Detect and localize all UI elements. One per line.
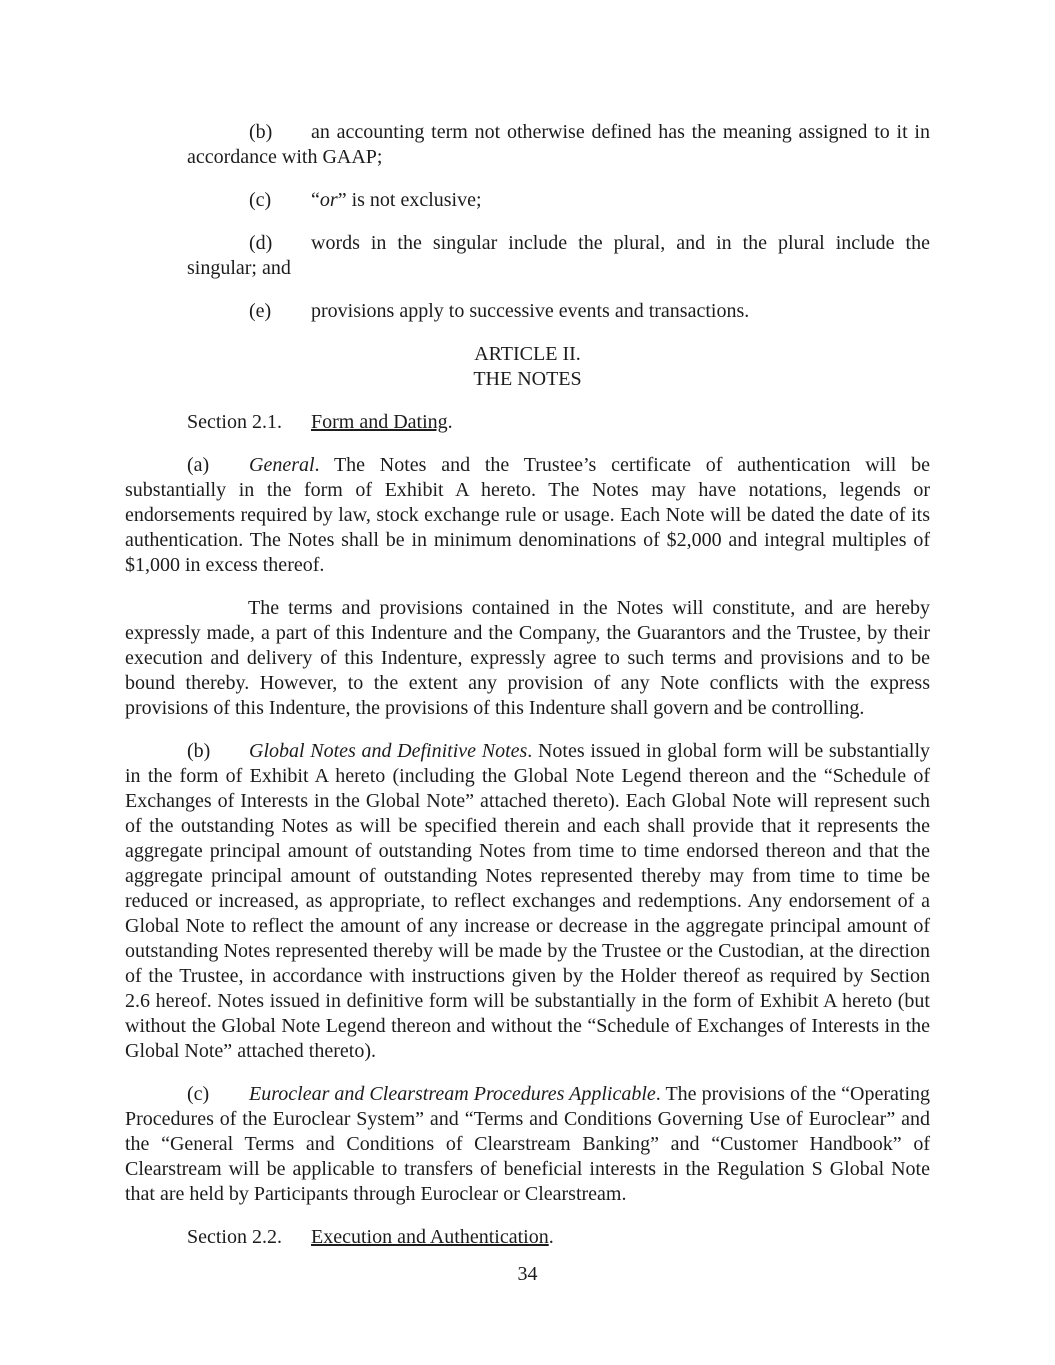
paragraph-b-lead: Global Notes and Definitive Notes — [249, 740, 528, 762]
clause-c-italic-term: or — [319, 189, 338, 211]
clause-c-open-quote: “ — [311, 189, 320, 211]
article-title: THE NOTES — [473, 368, 582, 390]
paragraph-c-lead: Euroclear and Clearstream Procedures Applicable — [249, 1083, 656, 1105]
clause-e-label: (e) — [249, 300, 272, 322]
clause-e — [187, 299, 930, 324]
article-heading — [125, 342, 930, 392]
paragraph-a-lead: General — [249, 454, 315, 476]
clause-b — [187, 120, 930, 170]
paragraph-c-euroclear — [125, 1082, 930, 1207]
clause-c-text: ” is not exclusive; — [337, 189, 482, 211]
clause-d-label: (d) — [249, 232, 273, 254]
section-2-1-label: Section 2.1. — [187, 411, 282, 433]
paragraph-b-text: . Notes issued in global form will be substantially in the form of Exhibit A hereto (including the Global Note Legend thereon and the “Schedule of Exchanges of Interests in the Global Note” attached thereto). Each Global Note will represent such of the outstanding Notes as will be specified therein and each shall provide that it represents the aggregate principal amount of outstanding Notes from time to time endorsed thereon and that the aggregate principal amount of outstanding Notes represented thereby may from time to time be reduced or increased, as appropriate, to reflect exchanges and redemptions. Any endorsement of a Global Note to reflect the amount of any increase or decrease in the aggregate principal amount of outstanding Notes represented thereby will be made by the Trustee or the Custodian, at the direction of the Trustee, in accordance with instructions given by the Holder thereof as required by Section 2.6 hereof. Notes issued in definitive form will be substantially in the form of Exhibit A hereto (but without the Global Note Legend thereon and without the “Schedule of Exchanges of Interests in the Global Note” attached thereto). — [125, 740, 930, 1062]
clause-c-label: (c) — [249, 189, 272, 211]
page-number: 34 — [517, 1263, 538, 1285]
paragraph-a-general — [125, 453, 930, 578]
clause-e-text: provisions apply to successive events and transactions. — [311, 300, 750, 322]
paragraph-a-label: (a) — [187, 454, 210, 476]
paragraph-b-label: (b) — [187, 740, 211, 762]
clause-d — [187, 231, 930, 281]
section-2-2-period: . — [548, 1226, 554, 1248]
article-number: ARTICLE II. — [474, 343, 581, 365]
section-2-1-heading — [125, 410, 930, 435]
clause-b-text: an accounting term not otherwise defined has the meaning assigned to it in accordance with GAAP; — [187, 121, 930, 168]
paragraph-b-global-notes — [125, 739, 930, 1064]
paragraph-a-text: . The Notes and the Trustee’s certificate of authentication will be substantially in the form of Exhibit A hereto. The Notes may have notations, legends or endorsements required by law, stock exchange rule or usage. Each Note will be dated the date of its authentication. The Notes shall be in minimum denominations of $2,000 and integral multiples of $1,000 in excess thereof. — [125, 454, 930, 576]
paragraph-c-text: . The provisions of the “Operating Procedures of the Euroclear System” and “Terms and Conditions Governing Use of Euroclear” and the “General Terms and Conditions of Clearstream Banking” and “Customer Handbook” of Clearstream will be applicable to transfers of beneficial interests in the Regulation S Global Note that are held by Participants through Euroclear or Clearstream. — [125, 1083, 931, 1205]
section-2-1-title: Form and Dating — [311, 411, 448, 433]
paragraph-terms-text: The terms and provisions contained in the Notes will constitute, and are hereby expressly made, a part of this Indenture and the Company, the Guarantors and the Trustee, by their execution and delivery of this Indenture, expressly agree to such terms and provisions and to be bound thereby. However, to the extent any provision of any Note conflicts with the express provisions of this Indenture, the provisions of this Indenture shall govern and be controlling. — [125, 597, 930, 719]
clause-b-label: (b) — [249, 121, 273, 143]
section-2-2-title: Execution and Authentication — [311, 1226, 549, 1248]
clause-c — [187, 188, 930, 213]
document-content — [125, 120, 930, 1268]
paragraph-terms — [125, 596, 930, 721]
section-2-1-period: . — [447, 411, 453, 433]
section-2-2-label: Section 2.2. — [187, 1226, 282, 1248]
section-2-2-heading — [125, 1225, 930, 1250]
paragraph-c-label: (c) — [187, 1083, 210, 1105]
clause-d-text: words in the singular include the plural, and in the plural include the singular; and — [187, 232, 930, 279]
